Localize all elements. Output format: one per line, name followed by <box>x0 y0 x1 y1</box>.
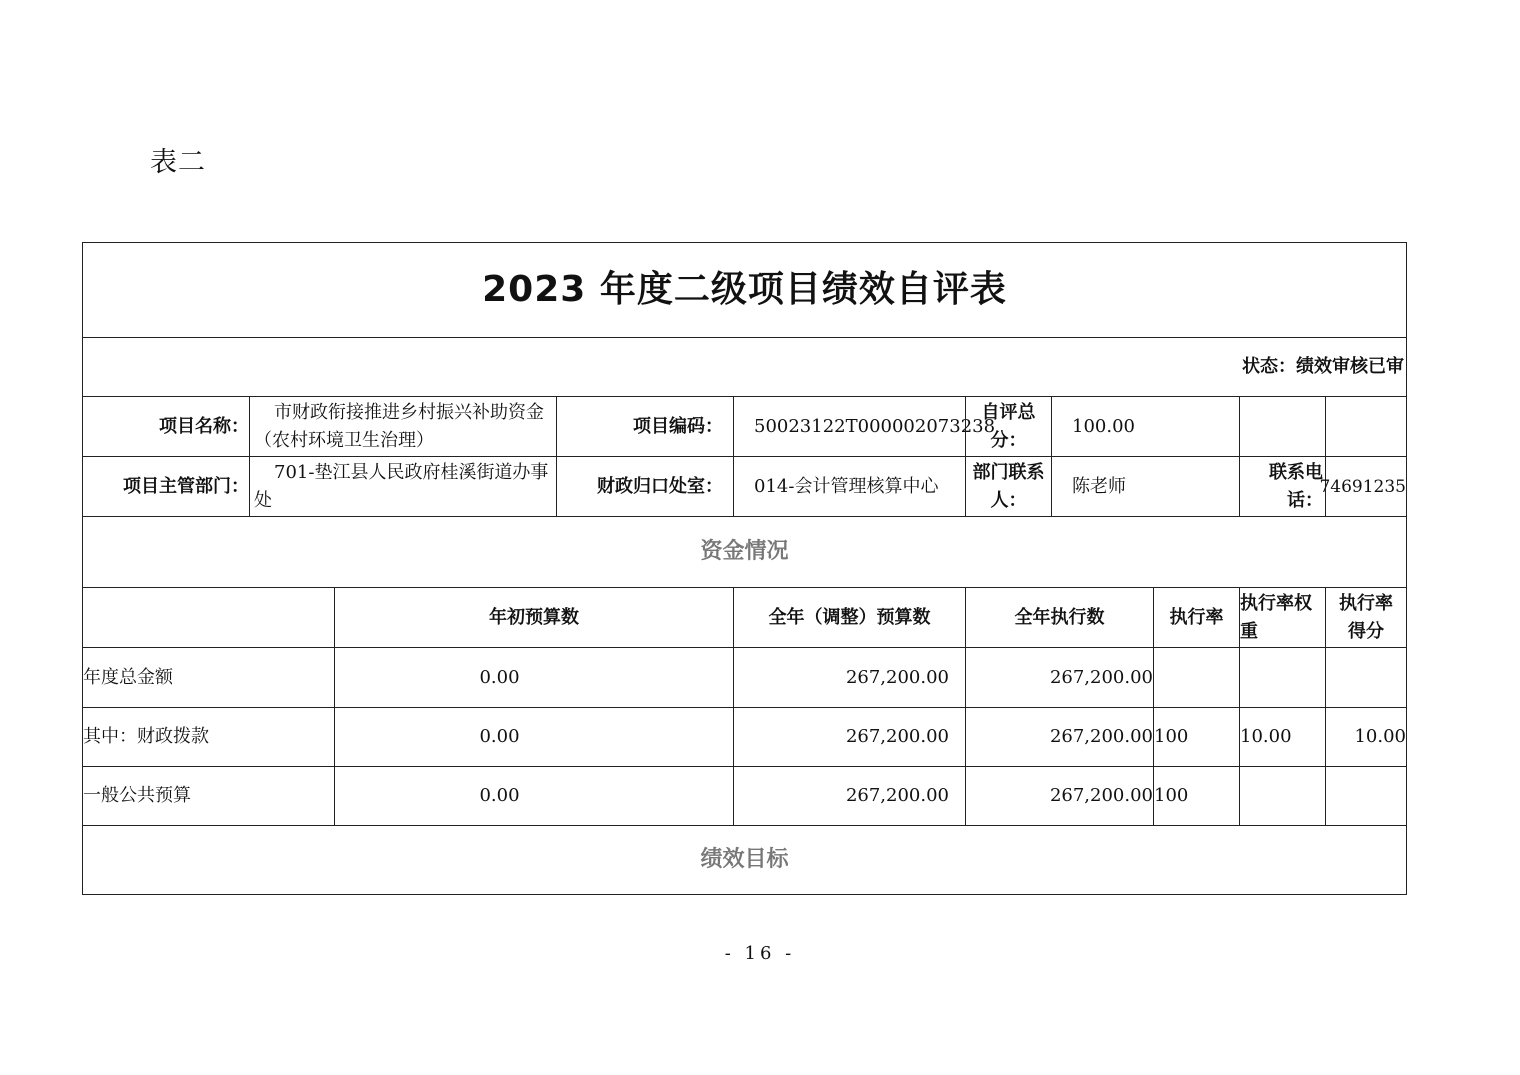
initial-budget-value: 0.00 <box>334 648 664 707</box>
row-label: 一般公共预算 <box>83 785 191 806</box>
funds-section-title: 资金情况 <box>700 539 789 564</box>
header-executed: 全年执行数 <box>965 588 1153 647</box>
phone-value: 74691235 <box>1325 457 1406 516</box>
rate-weight-value <box>1239 767 1325 825</box>
header-execution-rate: 执行率 <box>1153 588 1239 647</box>
header-rate-weight: 执行率权重 <box>1239 588 1325 647</box>
initial-budget-value: 0.00 <box>334 767 664 825</box>
header-adjusted-budget: 全年（调整）预算数 <box>733 588 965 647</box>
project-name-label: 项目名称： <box>159 415 249 437</box>
initial-budget-value: 0.00 <box>334 708 664 766</box>
goals-section-row <box>83 825 1406 894</box>
contact-value: 陈老师 <box>1051 457 1239 516</box>
adjusted-budget-value: 267,200.00 <box>733 648 965 707</box>
execution-rate-value: 100 <box>1153 708 1239 766</box>
project-code-label: 项目编码： <box>556 397 733 456</box>
phone-label: 联系电话： <box>1239 457 1325 516</box>
header-rate-score: 执行率得分 <box>1325 588 1406 647</box>
executed-value: 267,200.00 <box>965 708 1153 766</box>
self-score-value: 100.00 <box>1051 397 1239 456</box>
finance-office-value: 014-会计管理核算中心 <box>733 457 965 516</box>
executed-value: 267,200.00 <box>965 767 1153 825</box>
goals-section-title: 绩效目标 <box>700 847 789 872</box>
table-row <box>83 707 1406 766</box>
rate-weight-value: 10.00 <box>1239 708 1325 766</box>
funds-header-blank <box>83 588 334 647</box>
empty-cell <box>1239 397 1325 456</box>
row-label: 其中：财政拨款 <box>83 726 209 747</box>
page-number: - 16 - <box>724 943 796 964</box>
rate-score-value <box>1325 767 1406 825</box>
self-score-label: 自评总分： <box>965 397 1051 456</box>
header-initial-budget: 年初预算数 <box>334 588 733 647</box>
info-row-2 <box>83 456 1406 516</box>
title-row <box>83 243 1406 337</box>
executed-value: 267,200.00 <box>965 648 1153 707</box>
rate-score-value: 10.00 <box>1325 708 1406 766</box>
dept-value: 701-垫江县人民政府桂溪街道办事处 <box>249 457 556 516</box>
adjusted-budget-value: 267,200.00 <box>733 708 965 766</box>
execution-rate-value: 100 <box>1153 767 1239 825</box>
status-row <box>83 337 1406 396</box>
table-row <box>83 766 1406 825</box>
table-caption: 表二 <box>150 147 206 178</box>
dept-label: 项目主管部门： <box>123 475 249 497</box>
funds-header-row <box>83 587 1406 647</box>
info-row-1 <box>83 396 1406 456</box>
rate-weight-value <box>1239 648 1325 707</box>
rate-score-value <box>1325 648 1406 707</box>
status-text: 状态：绩效审核已审 <box>1242 356 1404 377</box>
project-name-value: 市财政衔接推进乡村振兴补助资金（农村环境卫生治理） <box>249 397 556 456</box>
performance-self-evaluation-table <box>82 242 1407 895</box>
table-title: 2023 年度二级项目绩效自评表 <box>482 269 1007 310</box>
contact-label: 部门联系人： <box>965 457 1051 516</box>
empty-cell <box>1325 397 1406 456</box>
table-row <box>83 647 1406 707</box>
execution-rate-value <box>1153 648 1239 707</box>
adjusted-budget-value: 267,200.00 <box>733 767 965 825</box>
row-label: 年度总金额 <box>83 666 173 688</box>
project-code-value: 50023122T000002073238 <box>733 397 965 456</box>
funds-section-row <box>83 516 1406 587</box>
finance-office-label: 财政归口处室： <box>556 457 733 516</box>
